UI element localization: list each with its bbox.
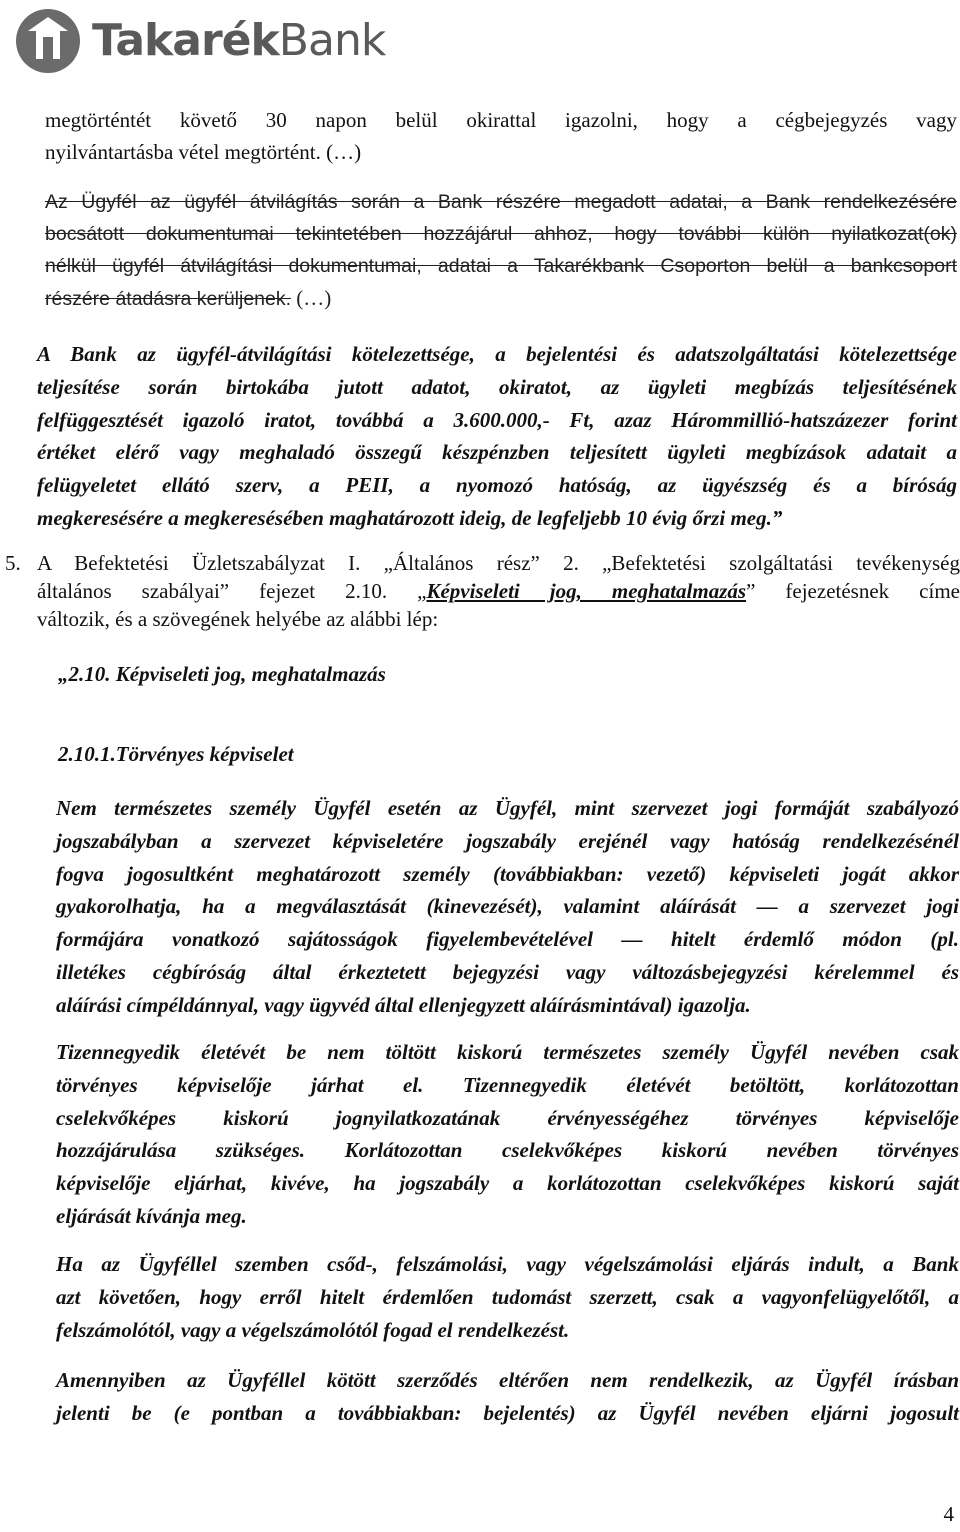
struck-text-line: részére átadásra kerüljenek. xyxy=(45,288,292,310)
paragraph-continued xyxy=(45,104,957,168)
takarekbank-emblem-icon xyxy=(14,7,82,75)
text-line: értéket elérő vagy meghaladó összegű készpénzben teljesített ügyleti megbízások adatait a xyxy=(37,440,957,465)
text-line: törvényes képviselője járhat el. Tizennegyedik életévét betöltött, korlátozottan xyxy=(56,1072,959,1097)
text-line: nyilvántartásba vétel megtörtént. (…) xyxy=(45,140,362,164)
text-segment: ” fejezetésnek címe xyxy=(746,579,960,603)
logo-word-bank: Bank xyxy=(278,15,386,66)
text-line: teljesítése során birtokába jutott adatot, okiratot, az ügyleti megbízás teljesítésének xyxy=(37,374,957,399)
text-line: Amennyiben az Ügyféllel kötött szerződés eltérően nem rendelkezik, az Ügyfél írásban xyxy=(56,1368,959,1392)
text-line: felszámolótól, vagy a végelszámolótól fogad el rendelkezést. xyxy=(56,1317,570,1342)
text-line: illetékes cégbíróság által érkeztetett bejegyzési vagy változásbejegyzési kérelemmel és xyxy=(56,959,959,984)
paragraph-insolvency xyxy=(56,1248,959,1346)
text-line: változik, és a szövegének helyébe az alábbi lép: xyxy=(37,607,439,631)
text-line: felügyeletet ellátó szerv, a PEII, a nyomozó hatóság, az ügyészség és a bíróság xyxy=(37,473,957,498)
logo-word-takarek: Takarék xyxy=(92,15,279,66)
chapter-title: Képviseleti jog, meghatalmazás xyxy=(426,579,747,603)
text-line: fogva jogosultként meghatározott személy (továbbiakban: vezető) képviseleti jogát akkor xyxy=(56,861,959,886)
text-line: Tizennegyedik életévét be nem töltött kiskorú természetes személy Ügyfél nevében csak xyxy=(56,1040,959,1064)
text-segment: általános szabályai” fejezet 2.10. „ xyxy=(37,579,427,603)
text-line: aláírási címpéldánnyal, vagy ügyvéd által ellenjegyzett aláírásmintával) igazolja. xyxy=(56,992,751,1017)
section-heading: „2.10. Képviseleti jog, meghatalmazás xyxy=(58,662,386,686)
takarekbank-logo xyxy=(14,6,385,76)
text-line: megtörténtét követő 30 napon belül okirattal igazolni, hogy a cégbejegyzés vagy xyxy=(45,108,957,132)
struck-text-line: Az Ügyfél az ügyfél átvilágítás során a Bank részére megadott adatai, a Bank rendelkezésére xyxy=(45,191,957,213)
text-line: Nem természetes személy Ügyfél esetén az Ügyfél, mint szervezet jogi formáját szabályozó xyxy=(56,796,959,820)
deleted-paragraph xyxy=(45,186,957,315)
text-line: hozzájárulása szükséges. Korlátozottan cselekvőképes kiskorú nevében törvényes xyxy=(56,1138,959,1163)
text-line: megkeresésére a megkeresésében maghatározott ideig, de legfeljebb 10 évig őrzi meg.” xyxy=(37,505,783,530)
inserted-paragraph xyxy=(37,338,957,535)
text-line: jelenti be (e pontban a továbbiakban: bejelentés) az Ügyfél nevében eljárni jogosult xyxy=(56,1400,959,1425)
text-line: eljárását kívánja meg. xyxy=(56,1203,247,1228)
struck-text-line: bocsátott dokumentumai tekintetében hozzájárul ahhoz, hogy további külön nyilatkozat(ok) xyxy=(45,223,957,245)
struck-text-line: nélkül ügyfél átvilágítási dokumentumai, adatai a Takarékbank Csoporton belül a bankcsoport xyxy=(45,255,957,277)
text-line: képviselője eljárhat, kivéve, ha jogszabály a korlátozottan cselekvőképes kiskorú saját xyxy=(56,1171,959,1196)
text-line: Ha az Ügyféllel szemben csőd-, felszámolási, vagy végelszámolási eljárás indult, a Bank xyxy=(56,1252,959,1276)
subsection-heading: 2.10.1.Törvényes képviselet xyxy=(58,742,294,766)
text-line: gyakorolhatja, ha a megválasztását (kinevezését), valamint aláírását — a szervezet jogi xyxy=(56,894,959,919)
paragraph-legal-representation xyxy=(56,792,959,1022)
text-line: cselekvőképes kiskorú jognyilatkozatának érvényességéhez törvényes képviselője xyxy=(56,1105,959,1130)
text-line: jogszabályban a szervezet képviseletére jogszabály erejénél vagy hatóság rendelkezésénél xyxy=(56,828,959,853)
text-line: azt követően, hogy erről hitelt érdemlően tudomást szerzett, csak a vagyonfelügyelőtől, a xyxy=(56,1284,959,1309)
numbered-item-5 xyxy=(5,549,960,633)
paragraph-minors xyxy=(56,1036,959,1233)
text-line: felfüggesztését igazoló iratot, továbbá a 3.600.000,- Ft, azaz Hárommillió-hatszázezer forint xyxy=(37,407,957,432)
text-line: formájára vonatkozó sajátosságok figyelembevételével — hitelt érdemlő módon (pl. xyxy=(56,927,959,952)
item-number: 5. xyxy=(5,551,21,575)
page-number: 4 xyxy=(943,1502,954,1526)
paragraph-notification xyxy=(56,1364,959,1430)
text-line: A Bank az ügyfél-átvilágítási kötelezettsége, a bejelentési és adatszolgáltatási kötelezettsége xyxy=(37,342,957,366)
ellipsis-note: (…) xyxy=(291,286,332,310)
text-line: A Befektetési Üzletszabályzat I. „Általános rész” 2. „Befektetési szolgáltatási tevékenység xyxy=(37,551,960,575)
